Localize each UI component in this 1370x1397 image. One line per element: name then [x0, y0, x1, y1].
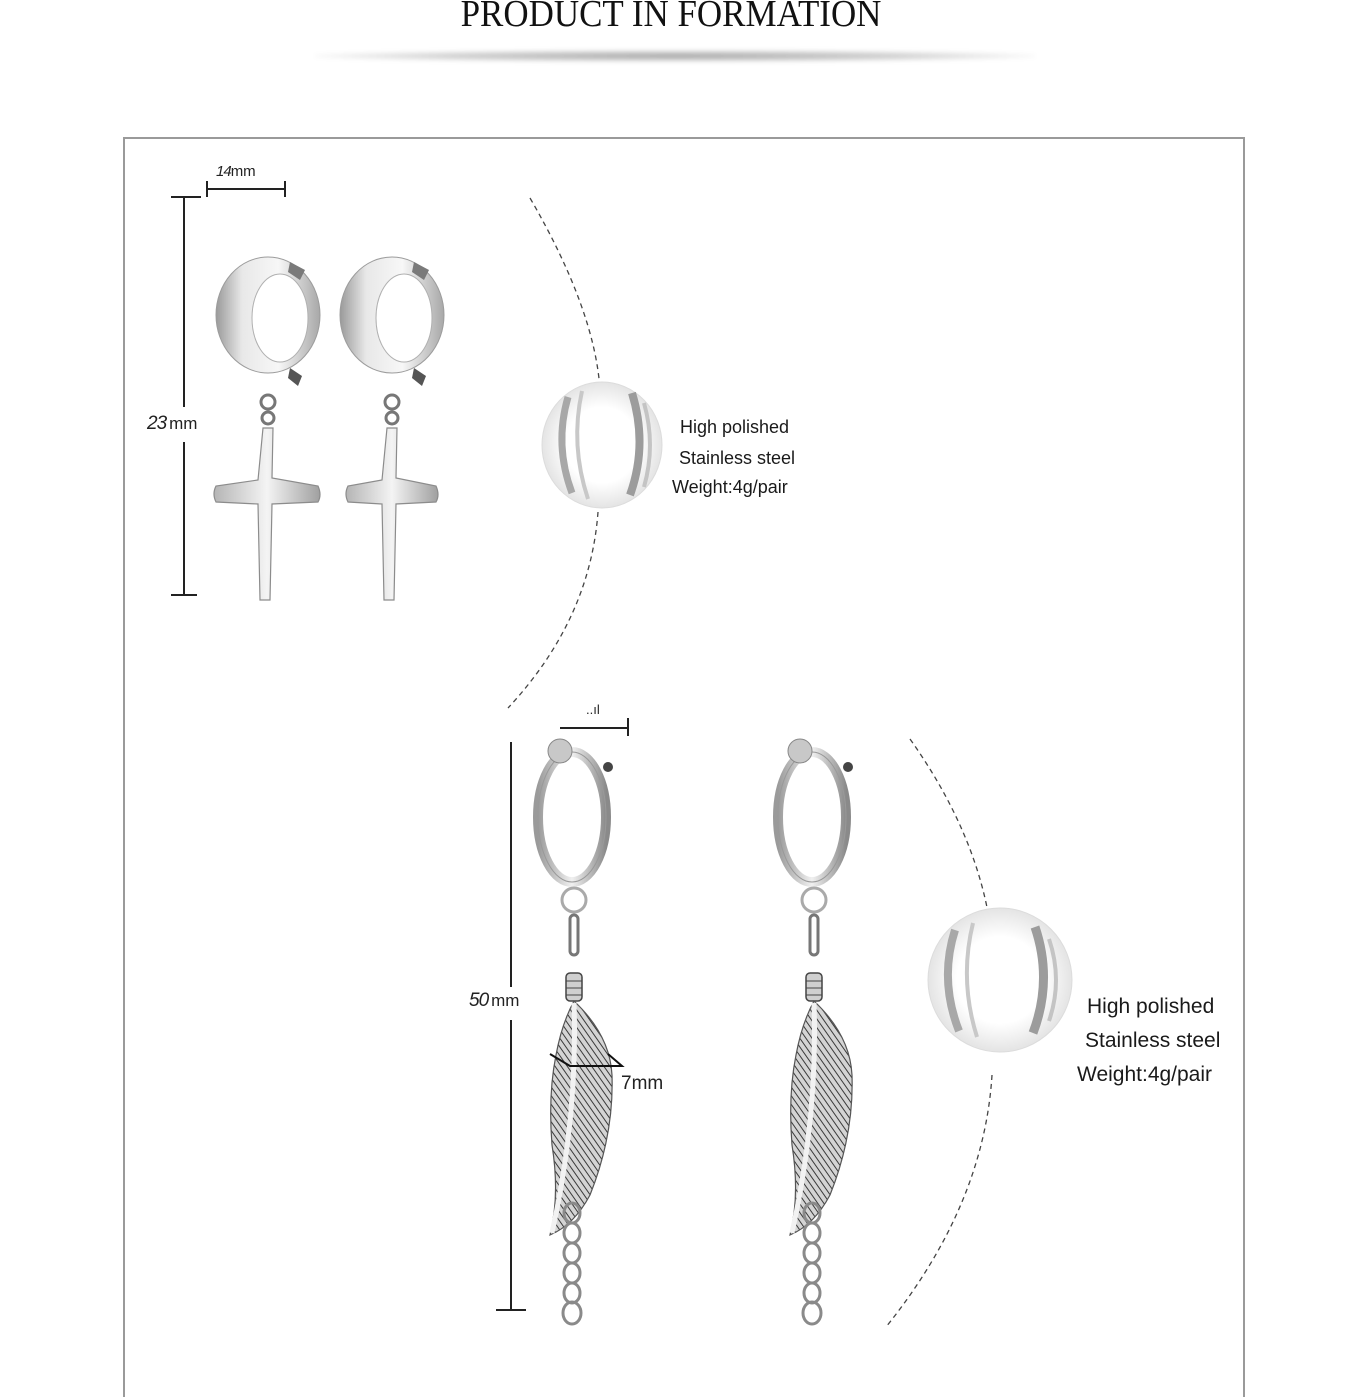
height-dimension-tick-top	[171, 196, 201, 198]
width-dimension-tick-left	[206, 181, 208, 197]
feather-earring-right-image	[770, 735, 870, 1345]
cross-earring-left-image	[210, 250, 330, 610]
height-dimension-label: 50 mm	[469, 990, 520, 1011]
width-dimension-line	[560, 727, 628, 729]
spec-weight: Weight:4g/pair	[1077, 1063, 1213, 1086]
material-closeup-circle	[540, 375, 670, 515]
spec-finish: High polished	[1087, 995, 1215, 1018]
width-dimension-label: ..ıl	[586, 702, 600, 717]
feather-earring-left-image	[530, 735, 630, 1345]
width-dimension-line	[206, 188, 286, 190]
height-dimension-line-bottom	[183, 442, 185, 595]
spec-material: Stainless steel	[1085, 1029, 1221, 1052]
feather-width-label: 7mm	[621, 1073, 664, 1094]
spec-material: Stainless steel	[679, 448, 796, 468]
height-dimension-tick-bottom	[171, 594, 197, 596]
height-dimension-tick-bottom	[496, 1309, 526, 1311]
page-title: PRODUCT IN FORMATION	[460, 0, 882, 35]
cross-earring-right-image	[334, 250, 454, 610]
height-dimension-line-bottom	[510, 1020, 512, 1310]
height-dimension-line-top	[183, 197, 185, 407]
feather-width-indicator	[548, 1050, 628, 1080]
title-divider-shadow	[315, 50, 1035, 62]
width-dimension-tick-right	[284, 181, 286, 197]
material-closeup-circle	[925, 905, 1075, 1055]
spec-finish: High polished	[680, 417, 790, 437]
height-dimension-line-top	[510, 742, 512, 987]
width-dimension-tick-right	[627, 718, 629, 736]
width-dimension-label: 14mm	[216, 163, 256, 180]
spec-weight: Weight:4g/pair	[672, 477, 788, 497]
height-dimension-label: 23 mm	[147, 413, 198, 434]
